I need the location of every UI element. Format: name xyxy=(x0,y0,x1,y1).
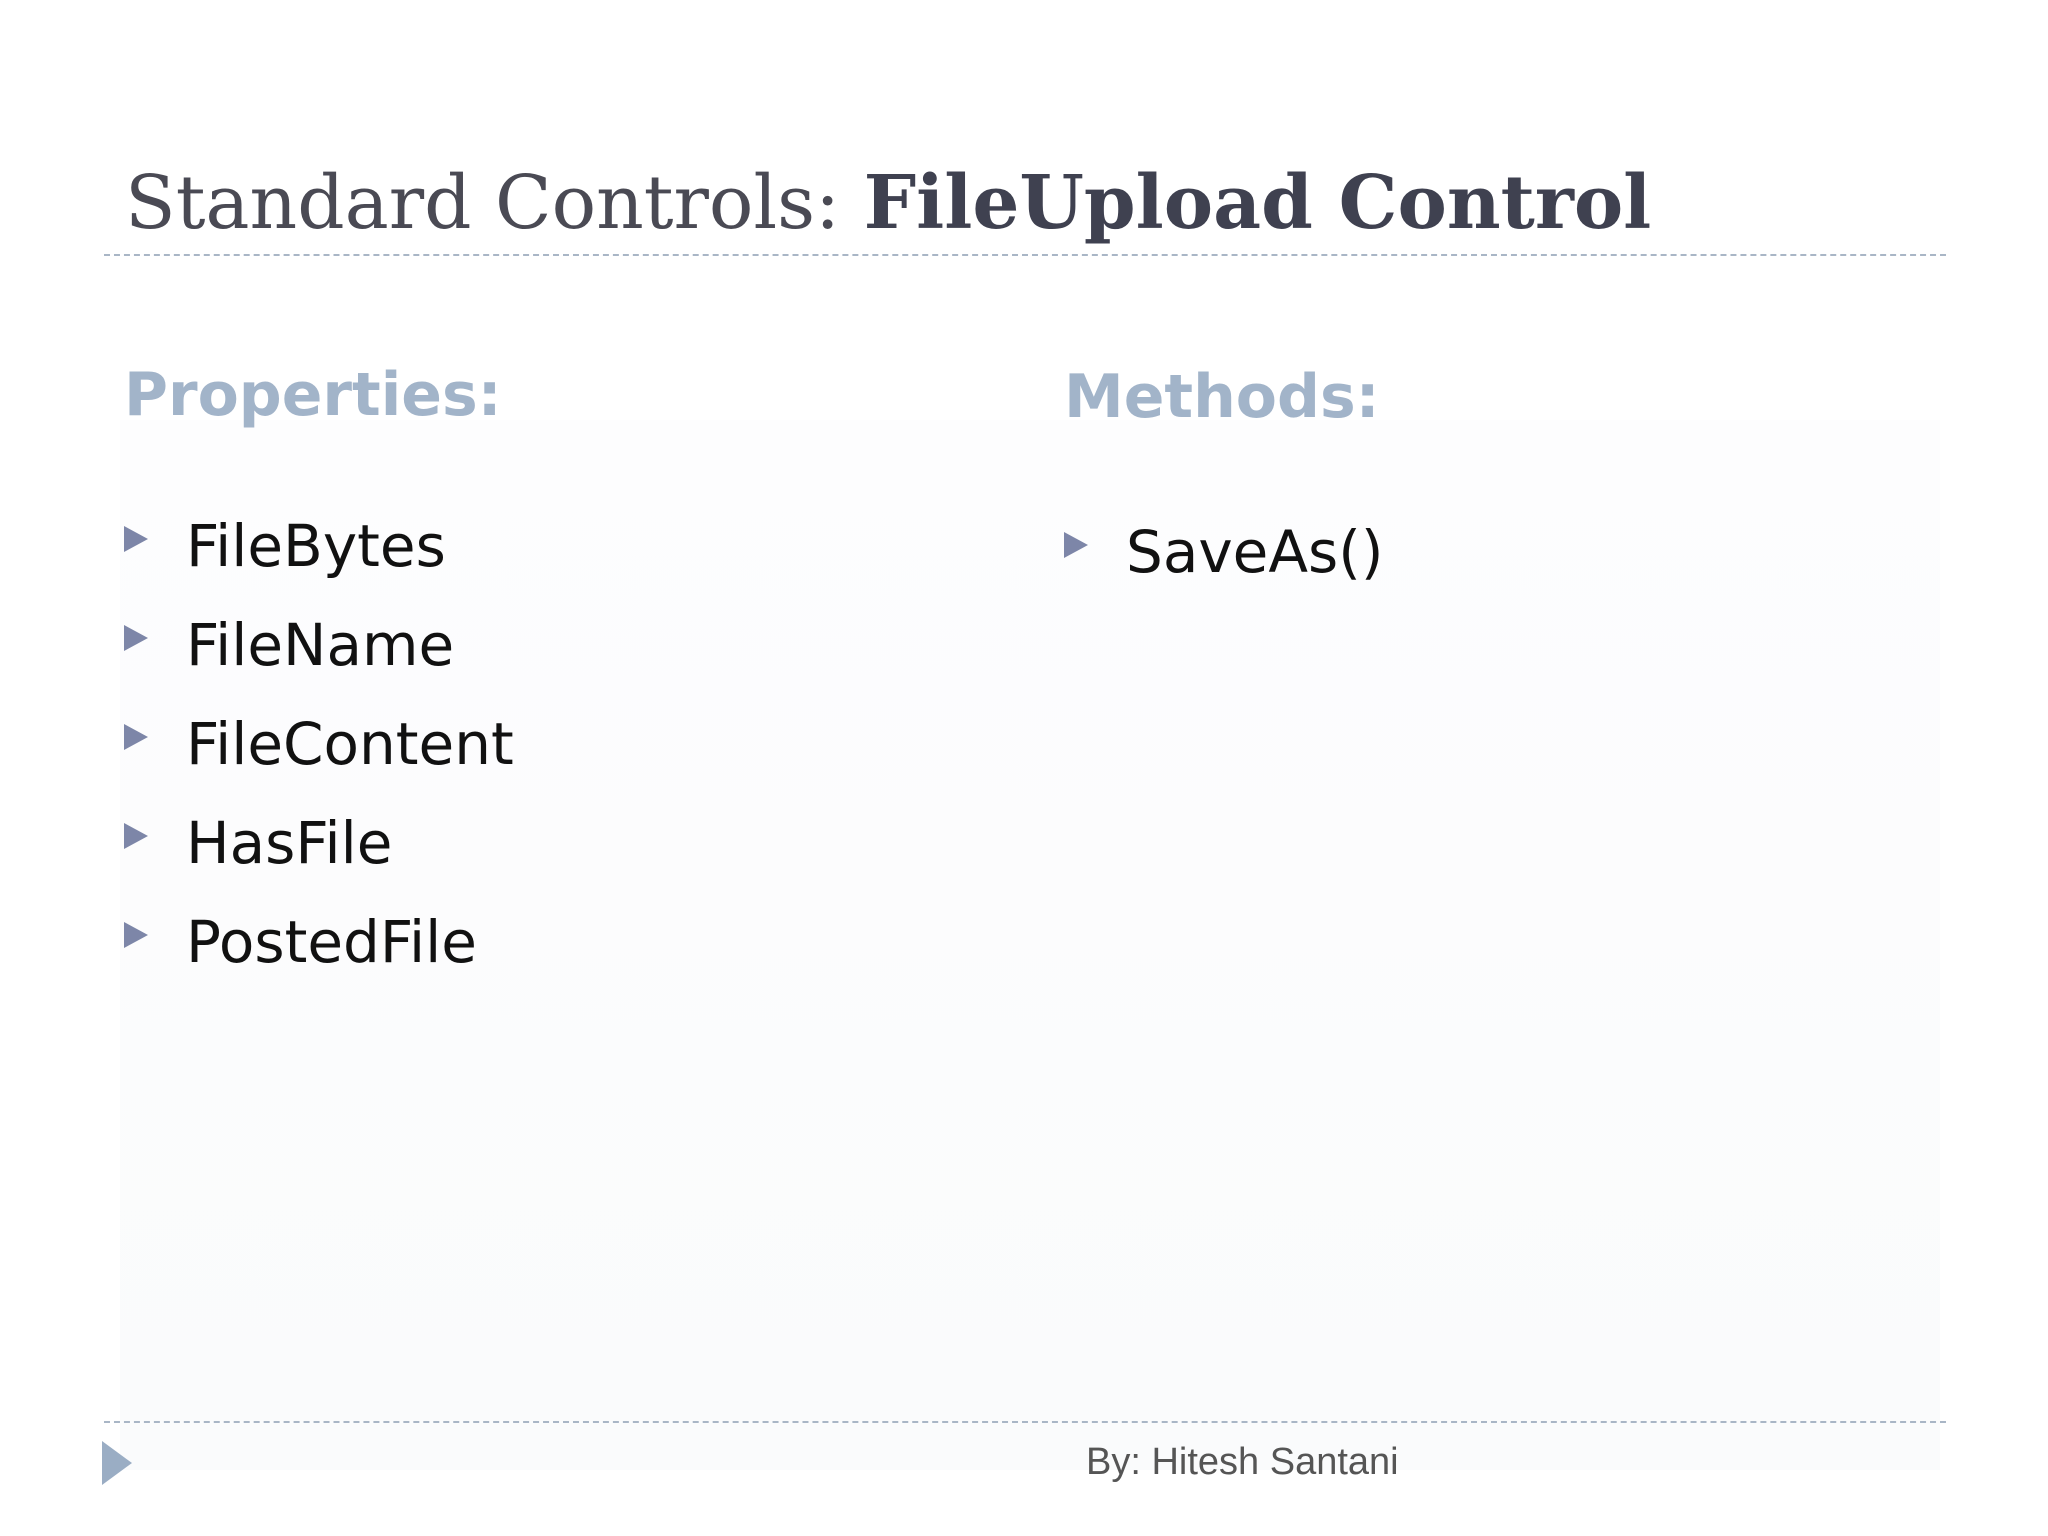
bottom-divider xyxy=(104,1421,1946,1423)
property-item-label: FileContent xyxy=(186,709,514,778)
list-item xyxy=(124,694,514,793)
title-bold: FileUpload Control xyxy=(863,160,1652,246)
list-item xyxy=(124,892,514,991)
methods-heading: Methods: xyxy=(1064,362,1380,432)
title-prefix: Standard Controls: xyxy=(125,160,864,246)
property-item-label: HasFile xyxy=(186,808,393,877)
property-item-label: PostedFile xyxy=(186,907,477,976)
list-item xyxy=(124,793,514,892)
triangle-bullet-icon xyxy=(124,625,148,651)
list-item xyxy=(1064,502,1384,601)
property-item-label: FileName xyxy=(186,610,455,679)
properties-list xyxy=(124,496,514,991)
triangle-bullet-icon xyxy=(1064,532,1088,558)
triangle-bullet-icon xyxy=(124,526,148,552)
methods-list xyxy=(1064,502,1384,601)
slide-title xyxy=(125,158,1651,248)
triangle-bullet-icon xyxy=(124,922,148,948)
properties-heading: Properties: xyxy=(124,360,502,430)
property-item-label: FileBytes xyxy=(186,511,446,580)
triangle-bullet-icon xyxy=(124,823,148,849)
triangle-arrow-icon xyxy=(102,1441,132,1485)
top-divider xyxy=(104,254,1946,256)
triangle-bullet-icon xyxy=(124,724,148,750)
method-item-label: SaveAs() xyxy=(1126,517,1384,586)
list-item xyxy=(124,496,514,595)
list-item xyxy=(124,595,514,694)
footer-author: By: Hitesh Santani xyxy=(1086,1441,1399,1483)
